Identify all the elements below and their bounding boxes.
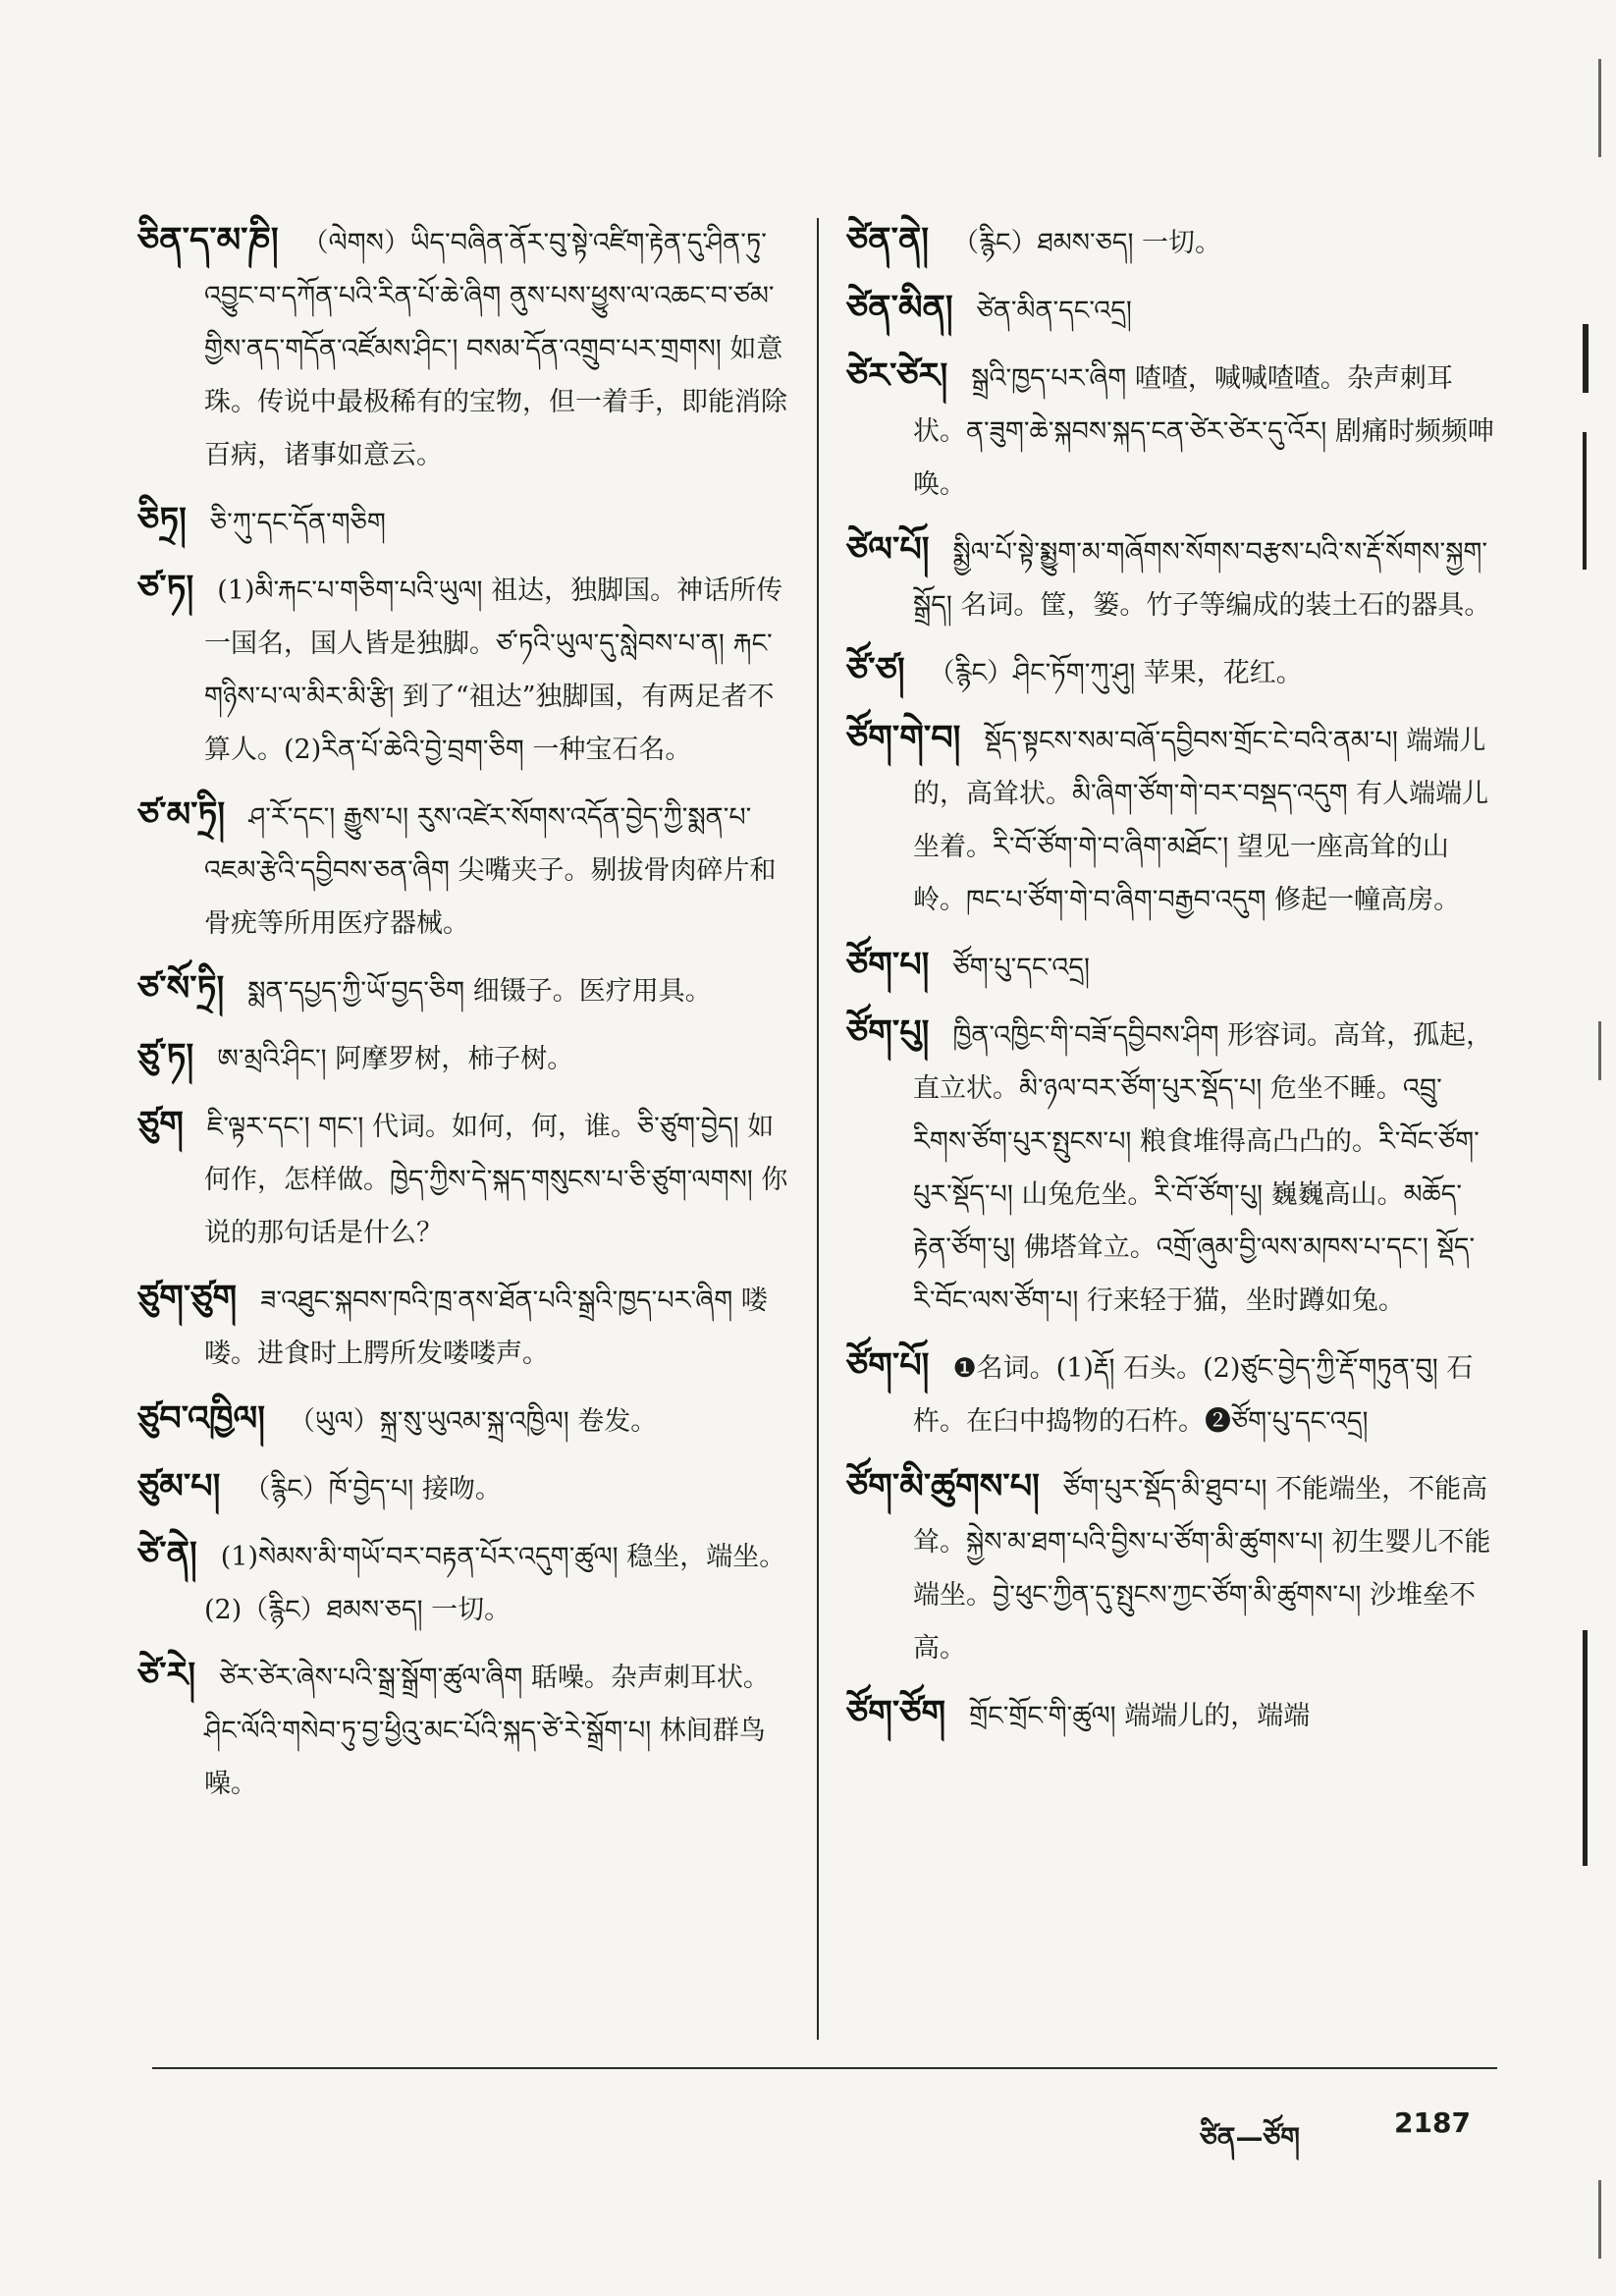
entry-headword: ཙེ་ནེ།	[137, 1535, 197, 1574]
entry-definition: （རྙིང）ཁོ་བྱེད་པ། 接吻。	[243, 1474, 502, 1504]
entry-headword: ཙེལ་པོ།	[846, 530, 930, 570]
footer-rule	[152, 2067, 1497, 2069]
entry-headword: ཙེ་རེ།	[137, 1656, 196, 1695]
dictionary-entry	[137, 1030, 790, 1086]
entry-headword: ཙོག་ཙོག	[846, 1694, 946, 1733]
entry-headword: ཙ་ཏ།	[137, 569, 194, 608]
entry-headword: ཙུབ་འཁྱིལ།	[137, 1399, 266, 1439]
entry-definition: ཇི་ལྟར་དང་། གང་། 代词。如何，何，谁。ཅི་ཙུག་བྱེད། 如何作，怎样做。ཁྱེད་ཀྱིས་དེ་སྐད་གསུངས་པ་ཅི་ཙུག་ལགས། 你说的那句话是什么？	[204, 1112, 788, 1248]
entry-headword: ཙོག་པོ།	[846, 1346, 930, 1386]
dictionary-entry	[846, 1007, 1494, 1328]
entry-headword: ཙུག་ཙུག	[137, 1279, 238, 1318]
entry-definition: ཤ་རོ་དང་། རྒྱུས་པ། རུས་འཛེར་སོགས་འདོན་བྱེད་ཀྱི་སྨན་པ་འཇམ་རྩེའི་དབྱིབས་ཅན་ཞིག 尖嘴夹子。剔拔骨肉碎片和骨疣等所用医疗器械。	[204, 802, 777, 939]
dictionary-entry	[846, 350, 1494, 512]
entry-definition: ཙོག་པུར་སྡོད་མི་ཐུབ་པ། 不能端坐，不能高耸。སྐྱེས་མ་ཐག་པའི་བྱིས་པ་ཙོག་མི་ཚུགས་པ། 初生婴儿不能端坐。བྱེ་ཕུང་ཀྱིན་དུ་སྤུངས་ཀྱང་ཙོག་མི་ཚུགས་པ། 沙堆垒不高。	[913, 1474, 1491, 1664]
entry-headword: ཙོག་པུ།	[846, 1013, 930, 1053]
entry-definition: སྒྲའི་ཁྱད་པར་ཞིག 喳喳，喊喊喳喳。杂声刺耳状。ན་ཟུག་ཆེ་སྐབས་སྐད་ངན་ཙེར་ཙེར་དུ་འོར། 剧痛时频频呻唤。	[913, 363, 1494, 500]
dictionary-entry	[137, 1098, 790, 1260]
entry-definition: （རྙིང）ཤིང་ཏོག་ཀུ་ཤུ། 苹果，花红。	[928, 658, 1303, 688]
dictionary-entry	[846, 1339, 1494, 1449]
entry-headword: ཙོག་གེ་བ།	[846, 719, 961, 758]
entry-definition: གྲོང་གྲོང་གི་ཚུལ། 端端儿的，端端	[969, 1701, 1311, 1731]
dictionary-entry	[846, 1460, 1494, 1675]
scan-edge-mark	[1583, 1630, 1588, 1866]
dictionary-entry	[846, 939, 1494, 995]
entry-headword: ཙེར་ཙེར།	[846, 356, 948, 396]
scan-edge-dots	[1598, 1021, 1601, 1080]
entry-definition: སྨན་དཔྱད་ཀྱི་ཡོ་བྱད་ཅིག 细镊子。医疗用具。	[247, 976, 712, 1007]
dictionary-entry	[137, 1393, 790, 1449]
entry-definition: ཨ་མྲའི་ཤིང་། 阿摩罗树，柿子树。	[217, 1044, 574, 1074]
entry-definition: （ལེགས）ཡིད་བཞིན་ནོར་བུ་སྟེ་འཛིག་རྟེན་དུ་ཤིན་ཏུ་འབྱུང་བ་དཀོན་པའི་རིན་པོ་ཆེ་ཞིག ནུས་པས་ཕྱུས་ལ་འཆང་བ་ཙམ་གྱིས་ནད་གདོན་འཛོམས་ཤིང་། བསམ་དོན་འགྲུབ་པར་གྲགས། 如意珠。传说中最极稀有的宝物，但一着手，即能消除百病，诸事如意云。	[204, 228, 787, 470]
entry-headword: ཙོག་པ།	[846, 946, 930, 985]
entry-definition: ཙེར་ཙེར་ཞེས་པའི་སྒྲ་སྒྲོག་ཚུལ་ཞིག 聒噪。杂声刺耳状。ཤིང་ལོའི་གསེབ་ཏུ་བྱ་ཕྱིའུ་མང་པོའི་སྐད་ཙེ་རེ་སྒྲོག་པ། 林间群鸟噪。	[204, 1663, 770, 1799]
dictionary-entry	[846, 712, 1494, 927]
scan-edge-mark	[1583, 324, 1589, 393]
entry-definition: སྡོད་སྟངས་སམ་བཞོ་དབྱིབས་གྲོང་ངེ་བའི་ནམ་པ། 端端儿的，高耸状。མི་ཞིག་ཙོག་གེ་བར་བསྡད་འདུག 有人端端儿坐着。རི་བོ་ཙོག་གེ་བ་ཞིག་མཐོང་། 望见一座高耸的山岭。ཁང་པ་ཙོག་གེ་བ་ཞིག་བརྒྱབ་འདུག 修起一幢高房。	[913, 726, 1489, 915]
entry-headword: ཙོག་མི་ཚུགས་པ།	[846, 1467, 1040, 1506]
entry-headword: ཙུག	[137, 1105, 184, 1144]
entry-definition: ཅི་ཀུ་དང་དོན་གཅིག	[209, 508, 386, 538]
dictionary-entry	[137, 789, 790, 951]
entry-definition: ཁྱིན་འཁྱིང་གི་བཟོ་དབྱིབས་ཤིག 形容词。高耸，孤起，直立状。མི་ཉལ་བར་ཙོག་པུར་སྡོད་པ། 危坐不睡。འབྲུ་རིགས་ཙོག་པུར་སྤུངས་པ། 粮食堆得高凸凸的。རི་བོང་ཙོག་པུར་སྡོད་པ། 山兔危坐。རི་བོ་ཙོག་པུ། 巍巍高山。མཆོད་རྟེན་ཙོག་པུ། 佛塔耸立。འགྲོ་ཞུམ་བྱི་ལས་མཁས་པ་དང་། སྡོད་རི་བོང་ལས་ཙོག་པ། 行来轻于猫，坐时蹲如兔。	[913, 1020, 1493, 1316]
dictionary-entry	[137, 1528, 790, 1637]
entry-definition: （ཡུལ）སྐྲ་སུ་ཡུའམ་སྐྲ་འཁྱིལ། 卷发。	[289, 1406, 658, 1437]
entry-headword: ཙུ་ཏ།	[137, 1037, 194, 1076]
entry-definition: སྨྱིལ་པོ་སྟེ་སྨྱུག་མ་གཞོགས་སོགས་བརྩས་པའི་ས་རྡོ་སོགས་སྐྱག་སྒྲོད། 名词。筐，篓。竹子等编成的装土石的器具。	[913, 537, 1491, 621]
dictionary-entry	[137, 562, 790, 777]
entry-definition: (1)མི་རྐང་པ་གཅིག་པའི་ཡུལ། 祖达，独脚国。神话所传一国名，国人皆是独脚。ཙ་ཏའི་ཡུལ་དུ་སླེབས་པ་ན། རྐང་གཉིས་པ་ལ་མིར་མི་རྩི། 到了“祖达”独脚国，有两足者不算人。(2)རིན་པོ་ཆེའི་བྱེ་བྲག་ཅིག 一种宝石名。	[204, 575, 783, 765]
dictionary-entry	[137, 1649, 790, 1811]
dictionary-entry	[137, 1460, 790, 1516]
dictionary-entry	[846, 282, 1494, 338]
entry-headword: ཅིཏྲ།	[137, 501, 187, 540]
dictionary-entry	[137, 1272, 790, 1381]
entry-definition: ཙེན་མིན་དང་འདྲ།	[976, 296, 1132, 326]
dictionary-entry	[137, 214, 790, 482]
entry-definition: (1)སེམས་མི་གཡོ་བར་བརྟན་པོར་འདུག་ཚུལ། 稳坐，端坐。(2)（རྙིང）ཐམས་ཅད། 一切。	[204, 1542, 786, 1625]
dictionary-entry	[846, 644, 1494, 700]
entry-headword: ཅིན་ད་མ་ཎི།	[137, 221, 279, 260]
entry-definition: ❶名词。(1)རྡོ། 石头。(2)ཙུང་བྱེད་ཀྱི་རྡོ་གཏུན་བུ། 石杵。在臼中捣物的石杵。❷ཙོག་པུ་དང་འདྲ།	[913, 1353, 1474, 1437]
entry-definition: ཙོག་པུ་དང་འདྲ།	[952, 953, 1091, 983]
dictionary-entry	[846, 523, 1494, 632]
entry-headword: ཙོ་ཙ།	[846, 651, 905, 690]
scan-edge-mark	[1583, 432, 1587, 570]
scan-edge-dots	[1598, 2180, 1601, 2259]
page-number: 2187	[1394, 2106, 1471, 2139]
dictionary-entry	[137, 962, 790, 1018]
entry-definition: （རྙིང）ཐམས་ཅད། 一切。	[952, 228, 1222, 258]
dictionary-entry	[846, 1687, 1494, 1743]
entry-headword: ཙེན་མིན།	[846, 289, 953, 328]
entry-headword: ཙེན་ནེ།	[846, 221, 930, 260]
entry-definition: ཟ་འཐུང་སྐབས་ཁའི་ཁྲ་ནས་ཐོན་པའི་སྒྲའི་ཁྱད་པར་ཞིག 喽喽。进食时上腭所发喽喽声。	[204, 1285, 768, 1369]
entry-headword: ཙུམ་པ།	[137, 1467, 221, 1506]
footer-range: ཙིན—ཙོག	[1200, 2121, 1301, 2154]
scan-edge-dots	[1598, 59, 1601, 157]
dictionary-entry	[137, 494, 790, 550]
column-divider	[817, 218, 819, 2040]
entry-headword: ཙ་མ་ཏྲི།	[137, 795, 226, 835]
entry-headword: ཙ་སོ་ཏྲི།	[137, 969, 225, 1009]
right-column	[846, 214, 1494, 1755]
dictionary-entry	[846, 214, 1494, 270]
left-column	[137, 214, 790, 1823]
